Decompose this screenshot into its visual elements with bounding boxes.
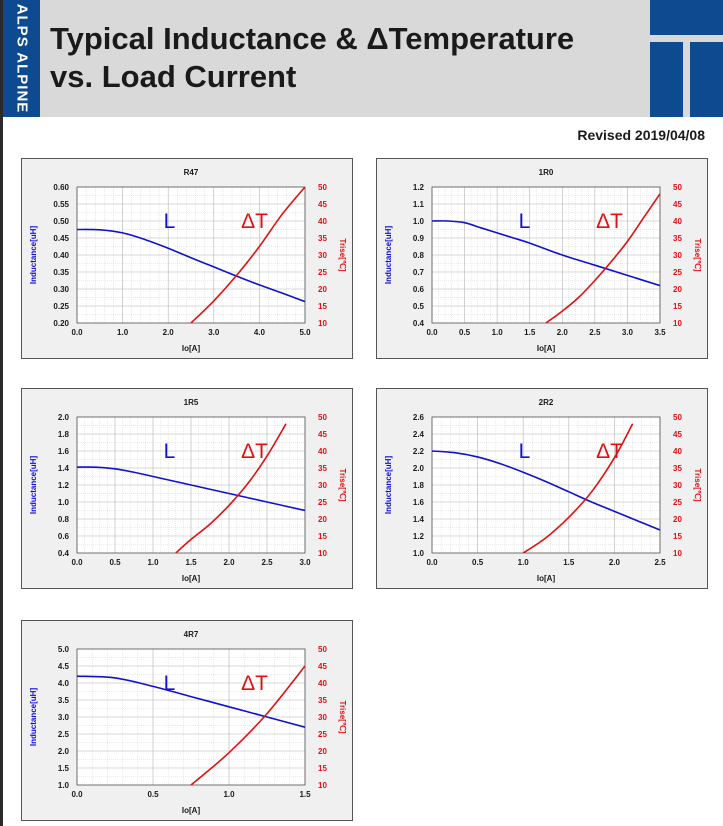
x-tick-label: 1.0 bbox=[223, 790, 235, 799]
y2-tick-label: 40 bbox=[673, 217, 682, 226]
y-tick-label: 4.5 bbox=[57, 662, 69, 671]
chart-svg bbox=[22, 159, 352, 358]
temperature-annotation: ΔT bbox=[241, 671, 269, 695]
y2-tick-label: 50 bbox=[318, 183, 327, 192]
y-axis-label: Inductance[uH] bbox=[384, 225, 393, 285]
y-tick-label: 0.4 bbox=[57, 549, 69, 558]
brand-bar bbox=[3, 0, 40, 117]
y-tick-label: 1.1 bbox=[412, 200, 424, 209]
y2-axis-label: Trise[℃] bbox=[693, 468, 702, 502]
x-tick-label: 0.0 bbox=[426, 328, 438, 337]
x-tick-label: 1.5 bbox=[524, 328, 536, 337]
chart-title: 4R7 bbox=[183, 630, 199, 639]
inductance-annotation: L bbox=[518, 439, 531, 463]
x-tick-label: 0.0 bbox=[71, 328, 83, 337]
y-tick-label: 0.60 bbox=[53, 183, 69, 192]
y2-tick-label: 50 bbox=[673, 413, 682, 422]
y-tick-label: 1.4 bbox=[412, 515, 424, 524]
inductance-annotation: L bbox=[518, 209, 531, 233]
title-line-2: vs. Load Current bbox=[50, 59, 297, 94]
y-tick-label: 1.0 bbox=[57, 498, 69, 507]
x-tick-label: 2.5 bbox=[654, 558, 666, 567]
y2-tick-label: 10 bbox=[318, 319, 327, 328]
y-axis-label: Inductance[uH] bbox=[29, 455, 38, 515]
y-tick-label: 2.0 bbox=[57, 747, 69, 756]
y2-tick-label: 30 bbox=[318, 713, 327, 722]
x-axis-label: Io[A] bbox=[536, 574, 556, 583]
y2-tick-label: 30 bbox=[673, 481, 682, 490]
y2-tick-label: 40 bbox=[318, 447, 327, 456]
chart-svg bbox=[22, 621, 352, 820]
y-tick-label: 0.50 bbox=[53, 217, 69, 226]
x-tick-label: 2.0 bbox=[223, 558, 235, 567]
y2-tick-label: 30 bbox=[673, 251, 682, 260]
chart-title: 1R0 bbox=[538, 168, 554, 177]
chart-panel-1r0 bbox=[376, 158, 708, 359]
y-tick-label: 1.2 bbox=[57, 481, 69, 490]
inductance-annotation: L bbox=[163, 671, 176, 695]
y2-tick-label: 15 bbox=[318, 302, 327, 311]
y-tick-label: 2.0 bbox=[57, 413, 69, 422]
x-tick-label: 1.0 bbox=[491, 328, 503, 337]
y2-tick-label: 30 bbox=[318, 481, 327, 490]
y-tick-label: 0.30 bbox=[53, 285, 69, 294]
chart-svg bbox=[377, 159, 707, 358]
x-tick-label: 1.5 bbox=[299, 790, 311, 799]
y2-tick-label: 40 bbox=[673, 447, 682, 456]
y-tick-label: 1.6 bbox=[412, 498, 424, 507]
x-tick-label: 5.0 bbox=[299, 328, 311, 337]
y-tick-label: 1.8 bbox=[412, 481, 424, 490]
y2-tick-label: 50 bbox=[318, 413, 327, 422]
brand-block bbox=[650, 42, 683, 117]
y-tick-label: 0.5 bbox=[412, 302, 424, 311]
x-tick-label: 4.0 bbox=[253, 328, 265, 337]
x-tick-label: 1.0 bbox=[117, 328, 129, 337]
chart-panel-4r7 bbox=[21, 620, 353, 821]
x-tick-label: 1.5 bbox=[185, 558, 197, 567]
y-tick-label: 0.8 bbox=[57, 515, 69, 524]
x-tick-label: 2.0 bbox=[556, 328, 568, 337]
x-tick-label: 1.0 bbox=[517, 558, 529, 567]
x-tick-label: 1.5 bbox=[563, 558, 575, 567]
chart-panel-2r2 bbox=[376, 388, 708, 589]
x-axis-label: Io[A] bbox=[181, 574, 201, 583]
y-tick-label: 0.6 bbox=[412, 285, 424, 294]
y-tick-label: 1.0 bbox=[412, 217, 424, 226]
y2-tick-label: 45 bbox=[673, 200, 682, 209]
x-tick-label: 3.5 bbox=[654, 328, 666, 337]
x-tick-label: 0.0 bbox=[426, 558, 438, 567]
x-tick-label: 3.0 bbox=[621, 328, 633, 337]
temperature-annotation: ΔT bbox=[596, 209, 624, 233]
x-tick-label: 0.5 bbox=[459, 328, 471, 337]
y2-tick-label: 35 bbox=[318, 234, 327, 243]
y2-tick-label: 25 bbox=[673, 268, 682, 277]
x-tick-label: 0.5 bbox=[472, 558, 484, 567]
y2-tick-label: 20 bbox=[318, 515, 327, 524]
y-tick-label: 0.6 bbox=[57, 532, 69, 541]
chart-svg bbox=[22, 389, 352, 588]
x-tick-label: 1.0 bbox=[147, 558, 159, 567]
y-tick-label: 0.55 bbox=[53, 200, 69, 209]
x-tick-label: 3.0 bbox=[299, 558, 311, 567]
y-tick-label: 0.20 bbox=[53, 319, 69, 328]
y-axis-label: Inductance[uH] bbox=[29, 687, 38, 747]
y-tick-label: 1.0 bbox=[412, 549, 424, 558]
y-tick-label: 0.25 bbox=[53, 302, 69, 311]
y-tick-label: 1.0 bbox=[57, 781, 69, 790]
y-tick-label: 1.8 bbox=[57, 430, 69, 439]
y2-tick-label: 20 bbox=[673, 285, 682, 294]
y-tick-label: 2.6 bbox=[412, 413, 424, 422]
temperature-annotation: ΔT bbox=[596, 439, 624, 463]
y-tick-label: 5.0 bbox=[57, 645, 69, 654]
y2-tick-label: 40 bbox=[318, 679, 327, 688]
x-tick-label: 0.0 bbox=[71, 558, 83, 567]
x-tick-label: 2.0 bbox=[162, 328, 174, 337]
y2-axis-label: Trise[℃] bbox=[693, 238, 702, 272]
chart-title: 1R5 bbox=[183, 398, 199, 407]
page-title bbox=[50, 20, 574, 96]
y2-tick-label: 35 bbox=[318, 696, 327, 705]
y-tick-label: 2.4 bbox=[412, 430, 424, 439]
revised-date: Revised 2019/04/08 bbox=[577, 127, 705, 143]
chart-title: 2R2 bbox=[538, 398, 554, 407]
y2-tick-label: 20 bbox=[318, 285, 327, 294]
brand-logo: ALPS ALPINE bbox=[13, 3, 30, 114]
chart-panel-r47 bbox=[21, 158, 353, 359]
y2-tick-label: 50 bbox=[673, 183, 682, 192]
y2-tick-label: 20 bbox=[673, 515, 682, 524]
y2-tick-label: 10 bbox=[318, 549, 327, 558]
y-tick-label: 2.0 bbox=[412, 464, 424, 473]
y2-tick-label: 40 bbox=[318, 217, 327, 226]
y2-tick-label: 35 bbox=[318, 464, 327, 473]
y-tick-label: 0.4 bbox=[412, 319, 424, 328]
x-tick-label: 0.0 bbox=[71, 790, 83, 799]
chart-panel-1r5 bbox=[21, 388, 353, 589]
y-tick-label: 1.5 bbox=[57, 764, 69, 773]
y-tick-label: 1.4 bbox=[57, 464, 69, 473]
y2-tick-label: 25 bbox=[318, 730, 327, 739]
y2-tick-label: 45 bbox=[673, 430, 682, 439]
y2-axis-label: Trise[℃] bbox=[338, 468, 347, 502]
y2-tick-label: 15 bbox=[318, 532, 327, 541]
y2-tick-label: 30 bbox=[318, 251, 327, 260]
y-tick-label: 3.0 bbox=[57, 713, 69, 722]
y2-tick-label: 10 bbox=[673, 549, 682, 558]
y-tick-label: 0.45 bbox=[53, 234, 69, 243]
x-axis-label: Io[A] bbox=[536, 344, 556, 353]
y2-axis-label: Trise[℃] bbox=[338, 700, 347, 734]
y2-tick-label: 45 bbox=[318, 662, 327, 671]
y-tick-label: 0.9 bbox=[412, 234, 424, 243]
y2-tick-label: 25 bbox=[673, 498, 682, 507]
y2-tick-label: 45 bbox=[318, 200, 327, 209]
y2-tick-label: 35 bbox=[673, 234, 682, 243]
x-tick-label: 2.5 bbox=[261, 558, 273, 567]
y-tick-label: 2.2 bbox=[412, 447, 424, 456]
y-tick-label: 0.8 bbox=[412, 251, 424, 260]
y-tick-label: 0.35 bbox=[53, 268, 69, 277]
x-axis-label: Io[A] bbox=[181, 344, 201, 353]
y2-axis-label: Trise[℃] bbox=[338, 238, 347, 272]
y-tick-label: 2.5 bbox=[57, 730, 69, 739]
brand-block bbox=[690, 42, 723, 117]
inductance-annotation: L bbox=[163, 439, 176, 463]
x-tick-label: 3.0 bbox=[208, 328, 220, 337]
y-tick-label: 0.40 bbox=[53, 251, 69, 260]
y-axis-label: Inductance[uH] bbox=[29, 225, 38, 285]
temperature-annotation: ΔT bbox=[241, 209, 269, 233]
brand-blocks bbox=[650, 0, 723, 117]
x-tick-label: 2.0 bbox=[608, 558, 620, 567]
x-tick-label: 0.5 bbox=[147, 790, 159, 799]
y2-tick-label: 50 bbox=[318, 645, 327, 654]
y2-tick-label: 25 bbox=[318, 498, 327, 507]
chart-svg bbox=[377, 389, 707, 588]
y2-tick-label: 45 bbox=[318, 430, 327, 439]
y2-tick-label: 10 bbox=[673, 319, 682, 328]
x-axis-label: Io[A] bbox=[181, 806, 201, 815]
y-tick-label: 3.5 bbox=[57, 696, 69, 705]
y2-tick-label: 35 bbox=[673, 464, 682, 473]
y-tick-label: 1.2 bbox=[412, 532, 424, 541]
y-tick-label: 1.6 bbox=[57, 447, 69, 456]
chart-title: R47 bbox=[183, 168, 199, 177]
y2-tick-label: 10 bbox=[318, 781, 327, 790]
y2-tick-label: 25 bbox=[318, 268, 327, 277]
y2-tick-label: 15 bbox=[673, 532, 682, 541]
y-tick-label: 1.2 bbox=[412, 183, 424, 192]
y2-tick-label: 15 bbox=[318, 764, 327, 773]
y2-tick-label: 20 bbox=[318, 747, 327, 756]
inductance-annotation: L bbox=[163, 209, 176, 233]
y-tick-label: 0.7 bbox=[412, 268, 424, 277]
title-line-1: Typical Inductance & ΔTemperature bbox=[50, 21, 575, 56]
temperature-annotation: ΔT bbox=[241, 439, 269, 463]
y-tick-label: 4.0 bbox=[57, 679, 69, 688]
x-tick-label: 0.5 bbox=[109, 558, 121, 567]
y2-tick-label: 15 bbox=[673, 302, 682, 311]
x-tick-label: 2.5 bbox=[589, 328, 601, 337]
left-border bbox=[0, 0, 3, 826]
y-axis-label: Inductance[uH] bbox=[384, 455, 393, 515]
brand-block bbox=[650, 0, 723, 35]
